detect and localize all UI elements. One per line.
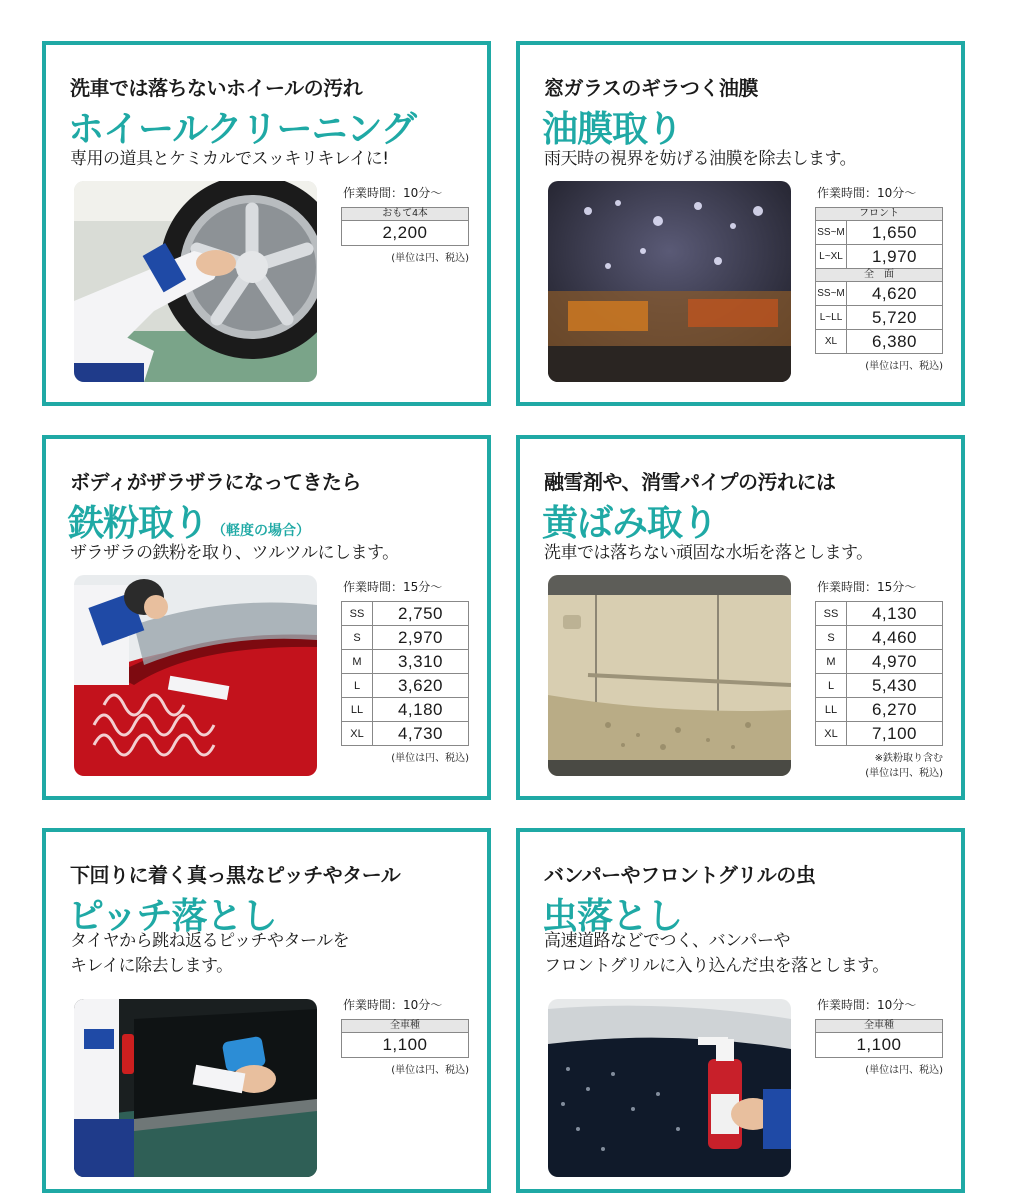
card-subtitle: 洗車では落ちないホイールの汚れ [70, 76, 363, 100]
card-description: ザラザラの鉄粉を取り、ツルツルにします。 [70, 543, 399, 563]
service-card-pitch-removal [42, 828, 491, 1193]
price-value: 4,730 [373, 722, 469, 746]
iron-powder-included-note: ※鉄粉取り含む [874, 753, 943, 764]
size-label: M [342, 650, 373, 674]
unit-note: (単位は円、税込) [865, 1065, 943, 1076]
size-label: SS~M [816, 221, 847, 245]
price-header: 全車種 [816, 1020, 943, 1033]
size-label: S [342, 626, 373, 650]
card-title: ピッチ落とし [68, 896, 277, 937]
description-line: タイヤから跳ね返るピッチやタールを [70, 931, 350, 951]
group-header: フロント [816, 208, 943, 221]
card-title: 油膜取り [542, 109, 683, 150]
pitch-removal-photo [74, 999, 317, 1177]
price-table [815, 601, 943, 746]
size-label: SS [816, 602, 847, 626]
price-value: 4,180 [373, 698, 469, 722]
price-table [341, 601, 469, 746]
price-value: 3,310 [373, 650, 469, 674]
size-label: SS [342, 602, 373, 626]
price-value: 6,270 [847, 698, 943, 722]
size-label: L~XL [816, 245, 847, 269]
price-value: 2,750 [373, 602, 469, 626]
price-table [341, 207, 469, 246]
price-value: 7,100 [847, 722, 943, 746]
work-time: 作業時間：10分〜 [343, 998, 443, 1012]
work-time: 作業時間：10分〜 [343, 186, 443, 200]
card-title-text: 鉄粉取り [68, 503, 209, 544]
service-card-yellowing-removal [516, 435, 965, 800]
price-panel [341, 996, 469, 1076]
price-value: 4,460 [847, 626, 943, 650]
price-panel [815, 996, 943, 1076]
size-label: L [816, 674, 847, 698]
card-description: 専用の道具とケミカルでスッキリキレイに! [70, 149, 389, 169]
price-value: 2,970 [373, 626, 469, 650]
work-time: 作業時間：10分〜 [817, 186, 917, 200]
size-label: SS~M [816, 282, 847, 306]
yellowing-photo [548, 575, 791, 776]
price-value: 2,200 [342, 221, 469, 246]
card-subtitle: バンパーやフロントグリルの虫 [544, 863, 816, 887]
size-label: XL [816, 330, 847, 354]
service-card-bug-removal [516, 828, 965, 1193]
size-label: LL [816, 698, 847, 722]
description-line: キレイに除去します。 [70, 956, 233, 976]
iron-powder-photo [74, 575, 317, 776]
card-subtitle: 下回りに着く真っ黒なピッチやタール [70, 863, 401, 887]
size-label: LL [342, 698, 373, 722]
card-description [70, 929, 349, 979]
price-value: 5,720 [847, 306, 943, 330]
size-label: L~LL [816, 306, 847, 330]
card-subtitle: ボディがザラザラになってきたら [70, 470, 361, 494]
bug-removal-photo [548, 999, 791, 1177]
unit-note: (単位は円、税込) [865, 361, 943, 372]
price-header: 全車種 [342, 1020, 469, 1033]
card-description [544, 929, 889, 979]
card-title-note: （軽度の場合） [212, 523, 311, 539]
price-value: 1,100 [342, 1033, 469, 1058]
price-panel [815, 578, 943, 779]
price-table [815, 207, 943, 354]
service-card-iron-powder-removal [42, 435, 491, 800]
unit-note: (単位は円、税込) [391, 1065, 469, 1076]
price-value: 4,970 [847, 650, 943, 674]
service-card-oil-film-removal [516, 41, 965, 406]
price-value: 1,970 [847, 245, 943, 269]
size-label: S [816, 626, 847, 650]
price-value: 4,620 [847, 282, 943, 306]
card-description: 洗車では落ちない頑固な水垢を落とします。 [544, 543, 873, 563]
work-time: 作業時間：10分〜 [817, 998, 917, 1012]
size-label: M [816, 650, 847, 674]
price-header: おもて4本 [342, 208, 469, 221]
size-label: L [342, 674, 373, 698]
description-line: 高速道路などでつく、バンパーや [544, 931, 790, 951]
price-panel [341, 184, 469, 264]
description-line: フロントグリルに入り込んだ虫を落とします。 [544, 956, 889, 976]
unit-note: (単位は円、税込) [865, 768, 943, 779]
size-label: XL [342, 722, 373, 746]
card-title: 虫落とし [542, 896, 683, 937]
card-subtitle: 窓ガラスのギラつく油膜 [544, 76, 758, 100]
card-description: 雨天時の視界を妨げる油膜を除去します。 [544, 149, 857, 169]
price-table [815, 1019, 943, 1058]
wheel-cleaning-photo [74, 181, 317, 382]
price-value: 4,130 [847, 602, 943, 626]
price-value: 1,650 [847, 221, 943, 245]
group-header: 全 面 [816, 269, 943, 282]
price-table [341, 1019, 469, 1058]
work-time: 作業時間：15分〜 [817, 580, 917, 594]
oil-film-photo [548, 181, 791, 382]
price-panel [341, 578, 469, 764]
size-label: XL [816, 722, 847, 746]
card-title: ホイールクリーニング [68, 109, 416, 150]
price-panel [815, 184, 943, 372]
price-value: 5,430 [847, 674, 943, 698]
price-value: 3,620 [373, 674, 469, 698]
card-subtitle: 融雪剤や、消雪パイプの汚れには [544, 470, 836, 494]
price-value: 6,380 [847, 330, 943, 354]
card-title: 黄ばみ取り [542, 503, 718, 544]
service-card-wheel-cleaning [42, 41, 491, 406]
card-title [68, 495, 310, 546]
unit-note: (単位は円、税込) [391, 253, 469, 264]
work-time: 作業時間：15分〜 [343, 580, 443, 594]
price-value: 1,100 [816, 1033, 943, 1058]
unit-note: (単位は円、税込) [391, 753, 469, 764]
